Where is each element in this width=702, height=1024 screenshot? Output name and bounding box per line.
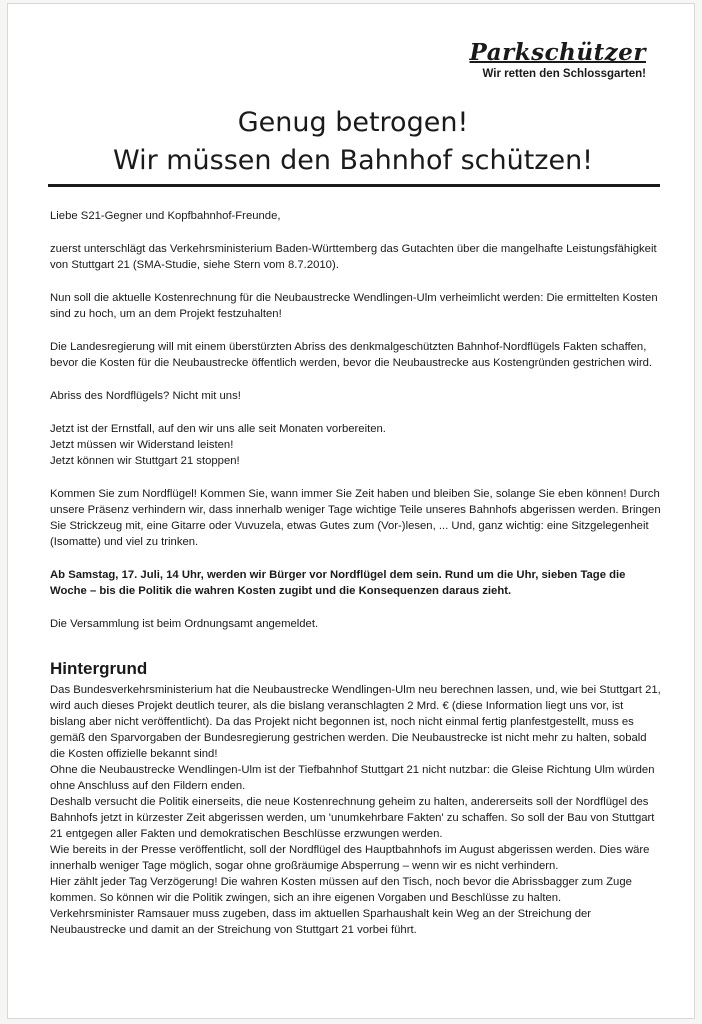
paragraph-7-announcement: Ab Samstag, 17. Juli, 14 Uhr, werden wir Bürger vor Nordflügel dem sein. Rund um die Uhr, sieben Tage die Woche – bis die Politik die wahren Kosten zugibt und die Konsequenzen daraus zieht. (50, 569, 626, 597)
paragraph-5 (50, 421, 662, 469)
background-line-3: Deshalb versucht die Politik einerseits, die neue Kostenrechnung geheim zu halten, andererseits soll der Nordflügel des Bahnhofs jetzt in kürzester Zeit abgerissen werden, um 'unumkehrbare Fakten' zu schaffen. So soll der Bau von Stuttgart 21 entgegen aller Fakten und demokratischen Beschlüsse erzwungen werden. (50, 796, 655, 840)
background-line-6: Verkehrsminister Ramsauer muss zugeben, dass im aktuellen Sparhaushalt kein Weg an der Streichung der Neubaustrecke und damit an der Streichung von Stuttgart 21 vorbei führt. (50, 908, 592, 936)
paragraph-3: Die Landesregierung will mit einem überstürzten Abriss des denkmalgeschützten Bahnhof-Nordflügels Fakten schaffen, bevor die Kosten für die Neubaustrecke öffentlich werden, bevor die Neubaustrecke aus Kostengründen gestrichen wird. (50, 341, 653, 369)
headline-line-2: Wir müssen den Bahnhof schützen! (112, 145, 594, 176)
paragraph-8: Die Versammlung ist beim Ordnungsamt angemeldet. (50, 618, 319, 630)
brand-tagline: Wir retten den Schlossgarten! (482, 68, 646, 80)
paragraph-5-line-3: Jetzt können wir Stuttgart 21 stoppen! (50, 455, 240, 467)
background-line-4: Wie bereits in der Presse veröffentlicht, soll der Nordflügel des Hauptbahnhofs im August abgerissen werden. Dies wäre innerhalb weniger Tage möglich, sogar ohne großräumige Absperrung – wenn wir es nicht verhindern. (50, 844, 650, 872)
background-section (50, 682, 662, 938)
brand-name: Parkschützer (469, 39, 646, 66)
flyer-page (8, 4, 694, 1018)
background-line-1: Das Bundesverkehrsministerium hat die Neubaustrecke Wendlingen-Ulm neu berechnen lassen, und, wie bei Stuttgart 21, wird auch dieses Projekt deutlich teurer, als die bislang veranschlagten 2 Mrd. € (diese Information liegt uns vor, ist bislang aber nicht veröffentlicht). Da das Projekt nicht begonnen ist, noch nicht einmal fertig planfestgestellt, muss es gemäß den Sparvorgaben der Bundesregierung gestrichen werden. Die Neubaustrecke ist nicht mehr zu halten, sobald die Kosten offizielle bekannt sind! (50, 684, 661, 760)
headline (48, 104, 658, 180)
paragraph-5-line-1: Jetzt ist der Ernstfall, auf den wir uns alle seit Monaten vorbereiten. (50, 423, 386, 435)
paragraph-1: zuerst unterschlägt das Verkehrsministerium Baden-Württemberg das Gutachten über die mangelhafte Leistungsfähigkeit von Stuttgart 21 (SMA-Studie, siehe Stern vom 8.7.2010). (50, 243, 657, 271)
paragraph-5-line-2: Jetzt müssen wir Widerstand leisten! (50, 439, 234, 451)
background-line-5: Hier zählt jeder Tag Verzögerung! Die wahren Kosten müssen auf den Tisch, noch bevor die Abrissbagger zum Zuge kommen. So können wir die Politik zwingen, sich an ihre eigenen Vorgaben und Beschlüsse zu halten. (50, 876, 632, 904)
headline-line-1: Genug betrogen! (237, 107, 469, 138)
background-heading: Hintergrund (50, 659, 148, 678)
brand-logo (470, 40, 646, 80)
paragraph-4: Abriss des Nordflügels? Nicht mit uns! (50, 390, 241, 402)
paragraph-2: Nun soll die aktuelle Kostenrechnung für die Neubaustrecke Wendlingen-Ulm verheimlicht werden: Die ermittelten Kosten sind zu hoch, um an dem Projekt festzuhalten! (50, 292, 658, 320)
greeting: Liebe S21-Gegner und Kopfbahnhof-Freunde, (50, 210, 281, 222)
headline-divider (48, 184, 660, 187)
paragraph-6: Kommen Sie zum Nordflügel! Kommen Sie, wann immer Sie Zeit haben und bleiben Sie, solange Sie eben können! Durch unsere Präsenz verhindern wir, dass innerhalb weniger Tage wichtige Teile unseres Bahnhofs abgerissen werden. Bringen Sie Strickzeug mit, eine Gitarre oder Vuvuzela, etwas Gutes zum (Vor-)lesen, ... Und, ganz wichtig: eine Sitzgelegenheit (Isomatte) und viel zu trinken. (50, 488, 661, 548)
flyer-body (50, 208, 662, 938)
background-line-2: Ohne die Neubaustrecke Wendlingen-Ulm ist der Tiefbahnhof Stuttgart 21 nicht nutzbar: die Gleise Richtung Ulm würden ohne Anschluss auf den Fildern enden. (50, 764, 655, 792)
